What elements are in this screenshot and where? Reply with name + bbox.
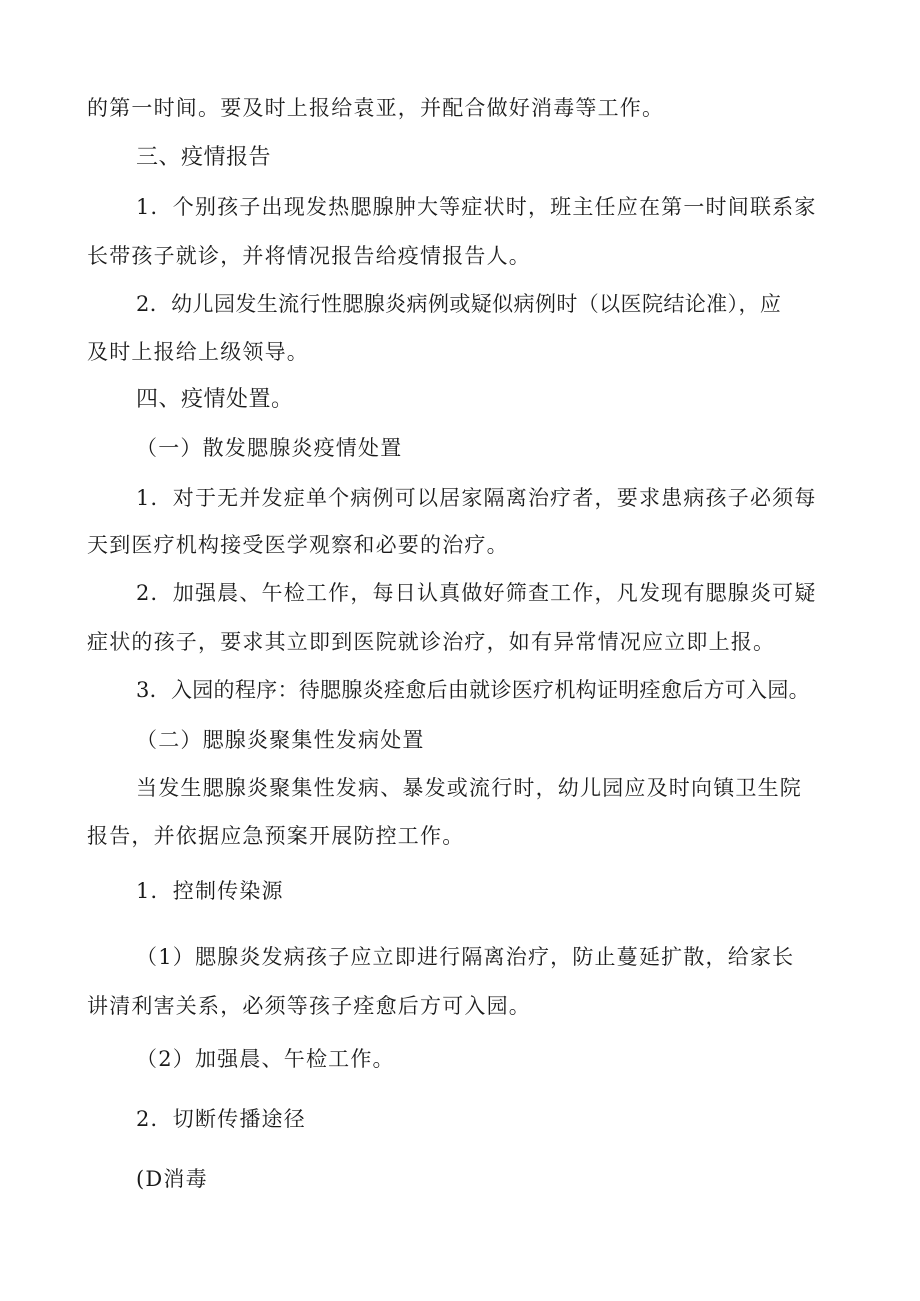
body-text-line: 当发生腮腺炎聚集性发病、暴发或流行时，幼儿园应及时向镇卫生院 <box>136 776 802 800</box>
subsection-heading: （二）腮腺炎聚集性发病处置 <box>136 728 425 752</box>
body-text-line: （2）加强晨、午检工作。 <box>136 1047 395 1071</box>
body-text-line: 1．个别孩子出现发热腮腺肿大等症状时，班主任应在第一时间联系家 <box>136 195 817 219</box>
body-text-line: 及时上报给上级领导。 <box>87 340 309 364</box>
body-text-line: 3．入园的程序：待腮腺炎痊愈后由就诊医疗机构证明痊愈后方可入园。 <box>136 678 810 702</box>
section-heading-report: 三、疫情报告 <box>136 145 272 170</box>
body-text-line: 2．幼儿园发生流行性腮腺炎病例或疑似病例时（以医院结论准），应 <box>136 292 782 316</box>
body-text-line: 天到医疗机构接受医学观察和必要的治疗。 <box>87 533 509 557</box>
body-text-line: 长带孩子就诊，并将情况报告给疫情报告人。 <box>87 244 531 268</box>
body-text-line: 的第一时间。要及时上报给袁亚，并配合做好消毒等工作。 <box>87 96 665 120</box>
body-text-line: 报告，并依据应急预案开展防控工作。 <box>87 824 465 848</box>
body-text-line: 讲清利害关系，必须等孩子痊愈后方可入园。 <box>87 994 531 1018</box>
body-text-line: 2．加强晨、午检工作，每日认真做好筛查工作，凡发现有腮腺炎可疑 <box>136 581 817 605</box>
list-heading: 1．控制传染源 <box>136 879 284 903</box>
body-text-line: （1）腮腺炎发病孩子应立即进行隔离治疗，防止蔓延扩散，给家长 <box>136 945 795 969</box>
list-heading: 2．切断传播途径 <box>136 1107 306 1131</box>
body-text-line: 症状的孩子，要求其立即到医院就诊治疗，如有异常情况应立即上报。 <box>87 630 776 654</box>
subsection-heading: （一）散发腮腺炎疫情处置 <box>136 436 403 460</box>
body-text-line: 1．对于无并发症单个病例可以居家隔离治疗者，要求患病孩子必须每 <box>136 486 817 510</box>
body-text-line: (D消毒 <box>136 1167 208 1191</box>
section-heading-handling: 四、疫情处置。 <box>136 387 294 412</box>
